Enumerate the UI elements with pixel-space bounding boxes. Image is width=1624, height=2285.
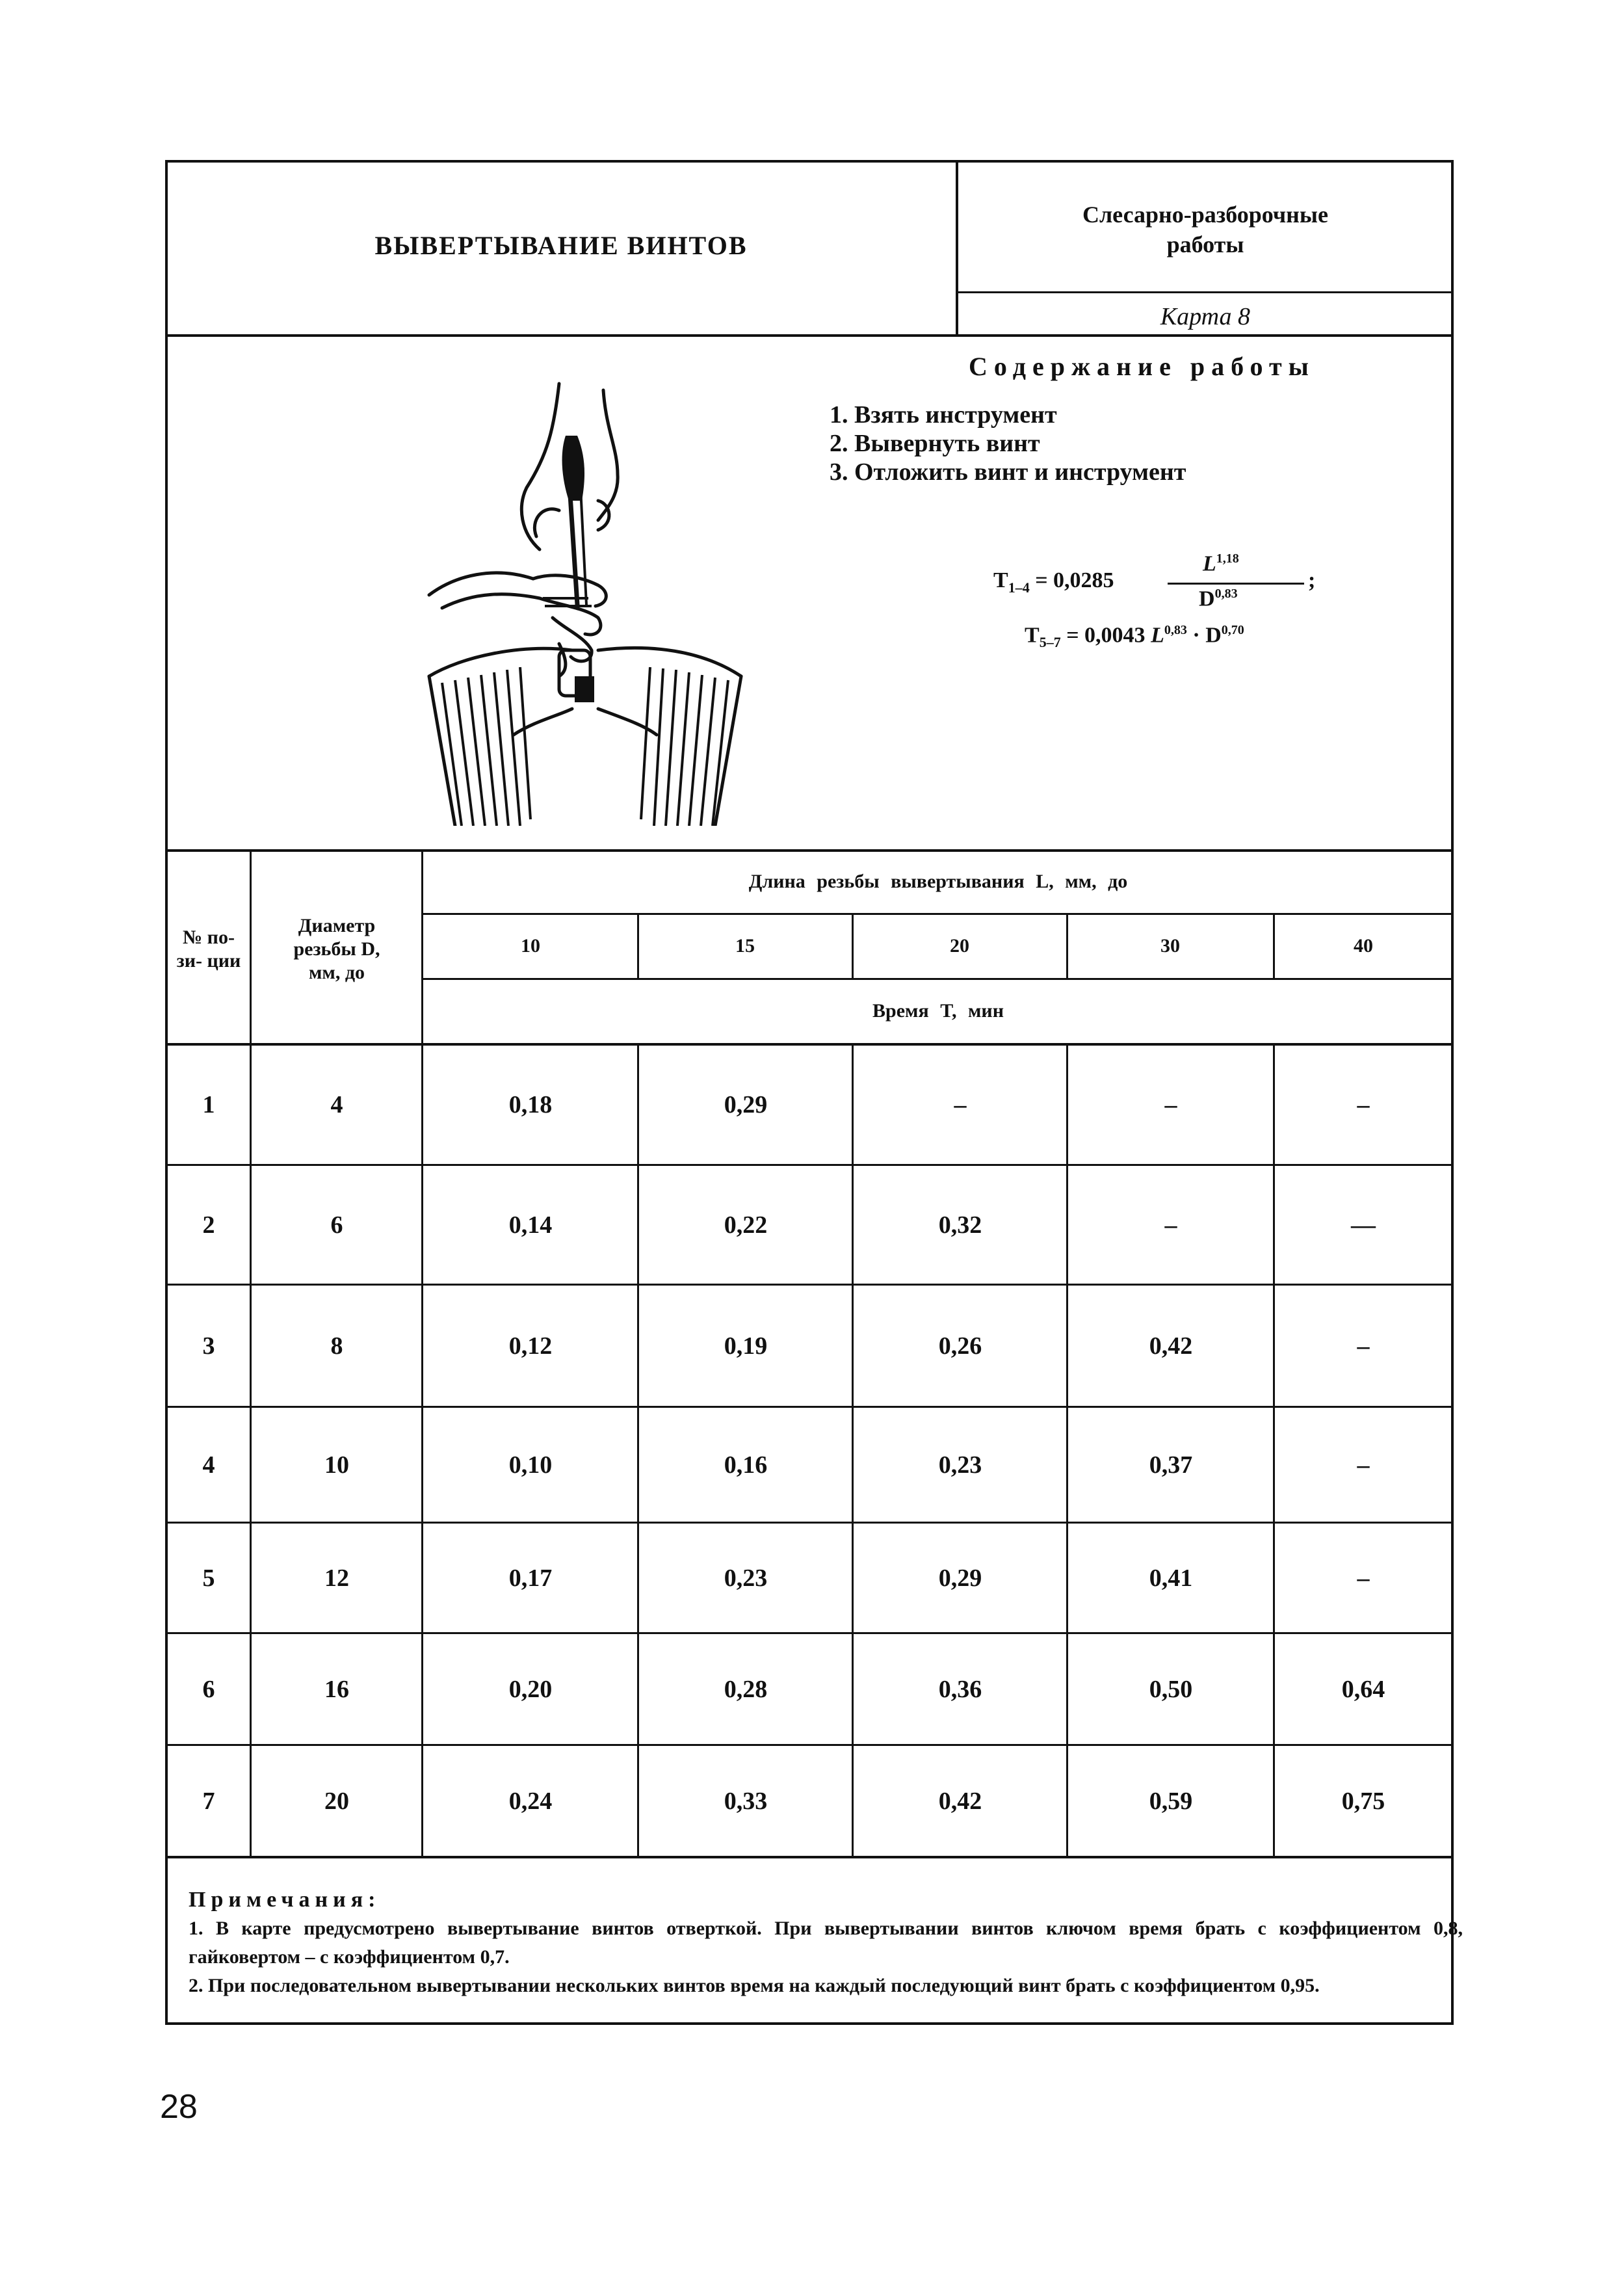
f2-coef: = 0,0043 xyxy=(1066,623,1146,648)
card-separator xyxy=(956,291,1454,293)
col-line xyxy=(1066,913,1068,978)
screwdriver-illustration xyxy=(403,371,767,826)
cell-time: 0,42 xyxy=(1149,1332,1193,1360)
cell-time: 0,32 xyxy=(938,1211,982,1239)
f1-sub: 1–4 xyxy=(1008,579,1030,596)
cell-time: 0,14 xyxy=(508,1211,553,1239)
category-line-2: работы xyxy=(1166,231,1244,258)
cell-diameter: 16 xyxy=(324,1675,349,1703)
formula-1 xyxy=(993,551,1318,616)
fraction-bar xyxy=(1168,583,1304,585)
cell-position: 5 xyxy=(202,1564,215,1592)
length-15: 15 xyxy=(735,935,755,957)
cell-time: 0,10 xyxy=(508,1451,553,1479)
cell-time: — xyxy=(1351,1211,1376,1239)
cell-time: 0,59 xyxy=(1149,1787,1193,1815)
f2-l-exp: 0,83 xyxy=(1164,623,1187,637)
f2-lhs: T xyxy=(1025,623,1040,648)
card-number: Карта 8 xyxy=(1160,303,1251,330)
cell-diameter: 6 xyxy=(330,1211,343,1239)
f1-den: D xyxy=(1199,587,1215,611)
table-bottom xyxy=(165,1856,1454,1858)
formula-2 xyxy=(1025,623,1244,651)
col-line xyxy=(1273,913,1275,978)
f1-coef: = 0,0285 xyxy=(1035,568,1114,592)
header-divider xyxy=(956,160,958,336)
length-20: 20 xyxy=(950,935,969,957)
notes-heading: Примечания: xyxy=(189,1888,381,1912)
cell-time: – xyxy=(1357,1451,1370,1479)
cell-time: 0,20 xyxy=(508,1675,553,1703)
cell-time: 0,37 xyxy=(1149,1451,1193,1479)
cell-time: 0,75 xyxy=(1341,1787,1385,1815)
cell-position: 6 xyxy=(202,1675,215,1703)
col-line xyxy=(250,849,252,1857)
cell-time: 0,29 xyxy=(724,1091,768,1118)
col-line xyxy=(421,849,423,1857)
cell-time: – xyxy=(1357,1564,1370,1592)
cell-position: 2 xyxy=(202,1211,215,1239)
time-header: Время T, мин xyxy=(872,1000,1004,1022)
lengths-row-bottom xyxy=(423,978,1454,980)
cell-position: 4 xyxy=(202,1451,215,1479)
length-header-bottom xyxy=(423,913,1454,915)
col-line xyxy=(852,913,854,978)
note-1: 1. В карте предусмотрено вывертывание винтов отверткой. При вывертывании винтов ключом время брать с коэффициентом 0,8, гайковертом – с коэффициентом 0,7. xyxy=(189,1918,1463,1968)
cell-diameter: 20 xyxy=(324,1787,349,1815)
cell-time: 0,12 xyxy=(508,1332,553,1360)
cell-position: 3 xyxy=(202,1332,215,1360)
col-line xyxy=(1273,1043,1275,1856)
col-line xyxy=(852,1043,854,1856)
work-category xyxy=(960,168,1451,291)
cell-time: – xyxy=(1164,1211,1177,1239)
cell-diameter: 12 xyxy=(324,1564,349,1592)
work-steps xyxy=(830,401,1186,486)
cell-diameter: 8 xyxy=(330,1332,343,1360)
frame-bottom xyxy=(165,2022,1454,2025)
cell-time: 0,23 xyxy=(938,1451,982,1479)
cell-time: 0,26 xyxy=(938,1332,982,1360)
f1-lhs: T xyxy=(993,568,1008,592)
col-line xyxy=(637,913,639,978)
cell-time: 0,64 xyxy=(1341,1675,1385,1703)
cell-time: 0,29 xyxy=(938,1564,982,1592)
cell-time: 0,19 xyxy=(724,1332,768,1360)
cell-time: 0,28 xyxy=(724,1675,768,1703)
col-header-diameter: Диаметр резьбы D, мм, до xyxy=(293,915,380,983)
cell-time: 0,22 xyxy=(724,1211,768,1239)
note-2: 2. При последовательном вывертывании нескольких винтов время на каждый последующий винт брать с коэффициентом 0,95. xyxy=(189,1975,1320,1996)
page-number: 28 xyxy=(160,2088,198,2126)
page-title: ВЫВЕРТЫВАНИЕ ВИНТОВ xyxy=(374,230,748,260)
cell-time: 0,18 xyxy=(508,1091,553,1118)
step-item: 3. Отложить винт и инструмент xyxy=(830,458,1186,486)
cell-diameter: 10 xyxy=(324,1451,349,1479)
cell-time: 0,17 xyxy=(508,1564,553,1592)
cell-time: 0,23 xyxy=(724,1564,768,1592)
f2-d-exp: 0,70 xyxy=(1221,623,1244,637)
category-line-1: Слесарно-разборочные xyxy=(1082,202,1329,228)
f1-num: L xyxy=(1203,551,1216,576)
length-10: 10 xyxy=(521,935,540,957)
cell-diameter: 4 xyxy=(330,1091,343,1118)
cell-time: – xyxy=(954,1091,967,1118)
length-30: 30 xyxy=(1160,935,1180,957)
cell-time: 0,41 xyxy=(1149,1564,1193,1592)
cell-time: 0,36 xyxy=(938,1675,982,1703)
step-item: 1. Взять инструмент xyxy=(830,401,1057,429)
col-header-position: № по- зи- ции xyxy=(176,927,241,971)
cell-time: 0,16 xyxy=(724,1451,768,1479)
f2-sub: 5–7 xyxy=(1039,634,1061,651)
cell-time: 0,24 xyxy=(508,1787,553,1815)
f2-l: L xyxy=(1151,623,1164,648)
f1-num-exp: 1,18 xyxy=(1216,551,1239,566)
cell-position: 1 xyxy=(202,1091,215,1118)
f1-end: ; xyxy=(1308,568,1316,592)
cell-time: – xyxy=(1357,1332,1370,1360)
cell-time: 0,50 xyxy=(1149,1675,1193,1703)
cell-time: – xyxy=(1164,1091,1177,1118)
cell-time: – xyxy=(1357,1091,1370,1118)
f1-den-exp: 0,83 xyxy=(1214,587,1238,601)
cell-time: 0,33 xyxy=(724,1787,768,1815)
col-line xyxy=(1066,1043,1068,1856)
content-heading: Содержание работы xyxy=(969,352,1315,381)
length-40: 40 xyxy=(1354,935,1373,957)
step-item: 2. Вывернуть винт xyxy=(830,430,1040,457)
notes xyxy=(189,1886,1463,2000)
f2-dot: · xyxy=(1186,623,1206,648)
f2-d: D xyxy=(1205,623,1222,648)
col-header-length: Длина резьбы вывертывания L, мм, до xyxy=(748,871,1128,892)
cell-position: 7 xyxy=(202,1787,215,1815)
col-line xyxy=(637,1043,639,1856)
cell-time: 0,42 xyxy=(938,1787,982,1815)
